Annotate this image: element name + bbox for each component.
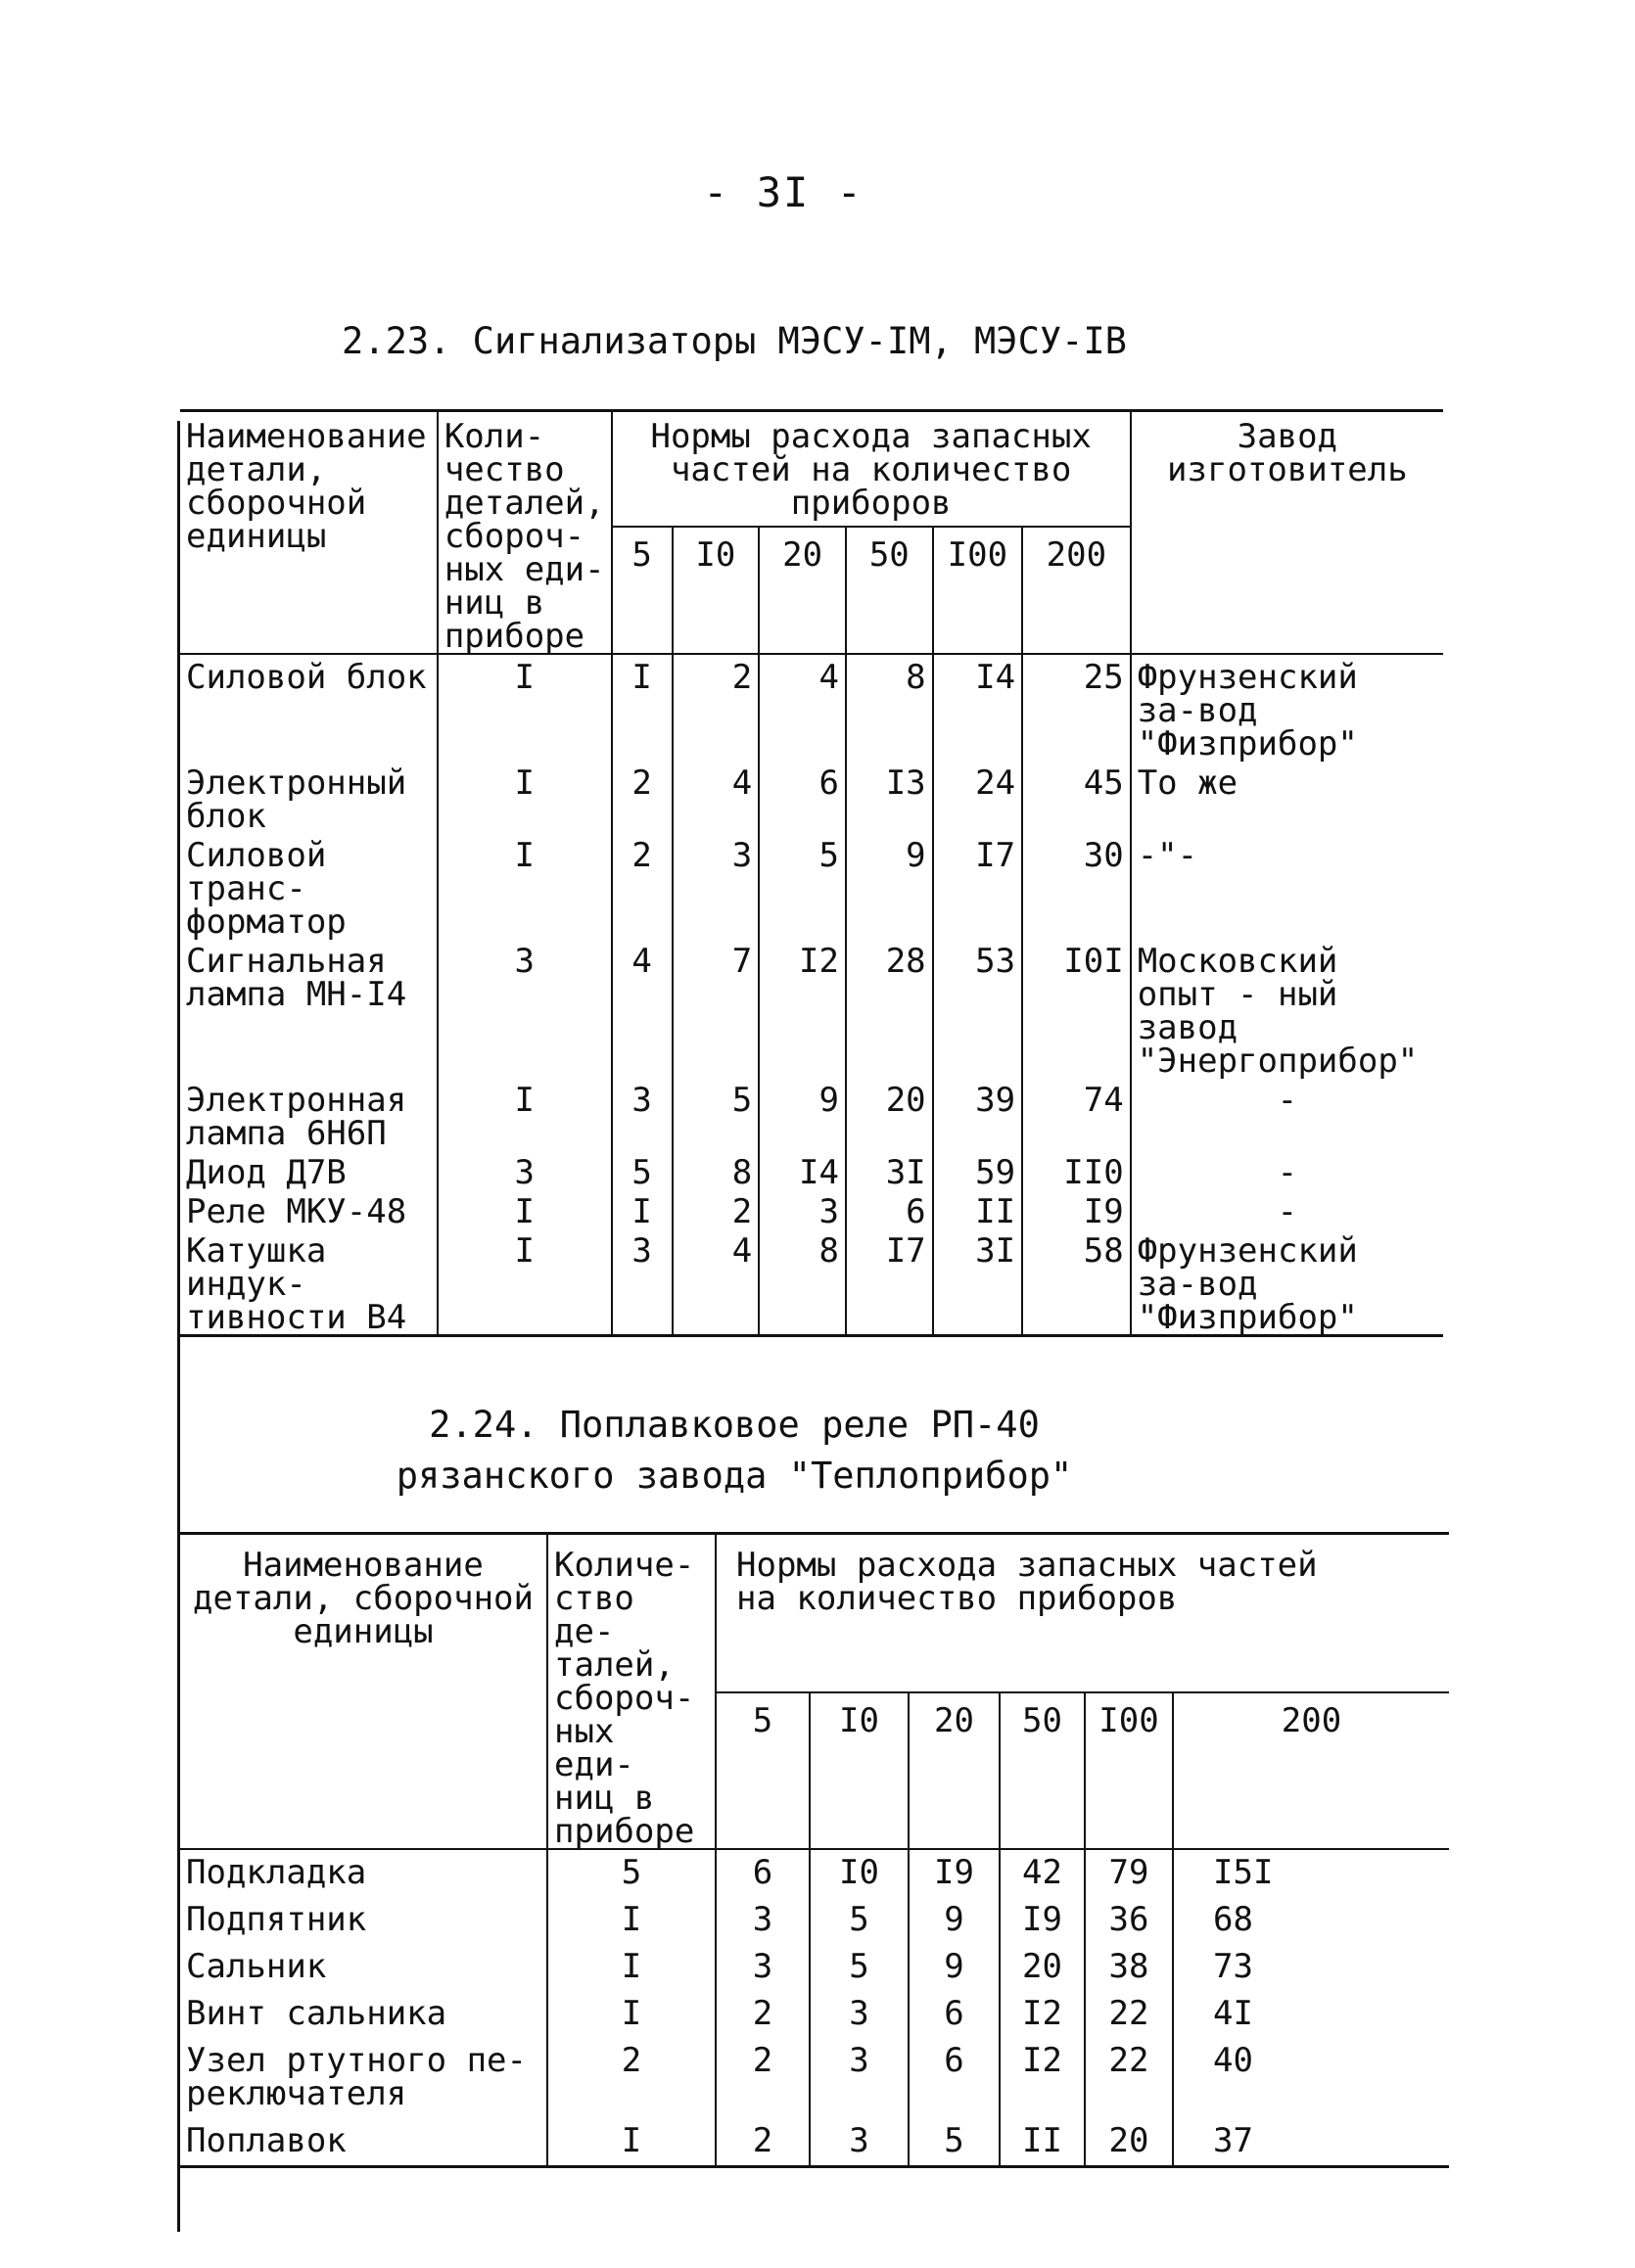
table-row — [180, 833, 1443, 939]
norm-value: 4 — [612, 939, 673, 1078]
norm-value: I9 — [1000, 1897, 1085, 1944]
norm-value: 68 — [1173, 1897, 1449, 1944]
part-qty: I — [547, 1991, 716, 2038]
t1-header-name: Наименование детали, сборочной единицы — [180, 411, 438, 655]
norm-value: 22 — [1085, 2038, 1173, 2118]
norm-value: II — [1000, 2118, 1085, 2167]
part-qty: 3 — [438, 1150, 612, 1189]
norm-value: 6 — [846, 1189, 933, 1228]
table-row — [180, 1150, 1443, 1189]
t2-header-name: Наименование детали, сборочной единицы — [180, 1534, 547, 1850]
norm-value: I5I — [1173, 1849, 1449, 1897]
norm-value: 3 — [759, 1189, 846, 1228]
norm-value: 6 — [909, 1991, 1000, 2038]
norm-value: 5 — [673, 1078, 760, 1150]
norm-value: 2 — [673, 654, 760, 761]
part-qty: I — [547, 1897, 716, 1944]
norm-value: 58 — [1022, 1228, 1131, 1336]
t1-header-qty: Коли- чество деталей, сбороч- ных еди- ниц в приборе — [438, 411, 612, 655]
part-qty: I — [438, 761, 612, 833]
norm-value: 9 — [846, 833, 933, 939]
table-row — [180, 939, 1443, 1078]
t1-count-header: 200 — [1022, 527, 1131, 654]
table2-title-line2: рязанского завода "Теплоприбор" — [396, 1455, 1073, 1497]
norm-value: 73 — [1173, 1944, 1449, 1991]
norm-value: I9 — [909, 1849, 1000, 1897]
norm-value: 25 — [1022, 654, 1131, 761]
table-row — [180, 1944, 1449, 1991]
part-qty: I — [547, 2118, 716, 2167]
norm-value: 9 — [909, 1944, 1000, 1991]
norm-value: 5 — [612, 1150, 673, 1189]
norm-value: 79 — [1085, 1849, 1173, 1897]
part-qty: 5 — [547, 1849, 716, 1897]
t1-count-header: I0 — [673, 527, 760, 654]
t1-header-factory: Завод изготовитель — [1131, 411, 1443, 655]
part-name: Электронный блок — [186, 764, 407, 836]
t1-body — [180, 654, 1443, 1336]
part-name: Винт сальника — [186, 1994, 447, 2033]
norm-value: I3 — [846, 761, 933, 833]
table-row — [180, 2038, 1449, 2118]
part-name: Сигнальная лампа МН-I4 — [186, 942, 407, 1014]
table-row — [180, 654, 1443, 761]
norm-value: 38 — [1085, 1944, 1173, 1991]
norm-value: 9 — [759, 1078, 846, 1150]
norm-value: 3 — [612, 1078, 673, 1150]
t2-count-header: 5 — [716, 1692, 810, 1849]
norm-value: II — [933, 1189, 1022, 1228]
part-name: Сальник — [186, 1947, 327, 1986]
norm-value: 5 — [909, 2118, 1000, 2167]
t1-count-header: 20 — [759, 527, 846, 654]
table-row — [180, 1849, 1449, 1897]
norm-value: 3 — [716, 1944, 810, 1991]
t2-header-norms: Нормы расхода запасных частей на количество приборов — [716, 1534, 1449, 1693]
page-number: - 3I - — [703, 168, 864, 216]
table-signalizers — [180, 409, 1443, 1337]
table-float-relay — [180, 1532, 1449, 2168]
norm-value: I0 — [810, 1849, 909, 1897]
part-qty: I — [438, 1189, 612, 1228]
norm-value: 28 — [846, 939, 933, 1078]
norm-value: I2 — [1000, 1991, 1085, 2038]
t2-body — [180, 1849, 1449, 2167]
t1-count-header: I00 — [933, 527, 1022, 654]
part-qty: I — [438, 654, 612, 761]
t1-header-norms: Нормы расхода запасных частей на количество приборов — [612, 411, 1131, 528]
table-row — [180, 1897, 1449, 1944]
norm-value: 20 — [846, 1078, 933, 1150]
norm-value: 37 — [1173, 2118, 1449, 2167]
norm-value: 30 — [1022, 833, 1131, 939]
norm-value: 4I — [1173, 1991, 1449, 2038]
part-name: Поплавок — [180, 2118, 547, 2167]
norm-value: 6 — [759, 761, 846, 833]
part-qty: 2 — [547, 2038, 716, 2118]
part-name: Силовой транс-форматор — [186, 836, 347, 942]
factory: - — [1131, 1150, 1443, 1189]
t2-count-header: 200 — [1173, 1692, 1449, 1849]
table-row — [180, 1991, 1449, 2038]
norm-value: 20 — [1085, 2118, 1173, 2167]
part-name: Подкладка — [186, 1853, 367, 1892]
t2-header-qty: Количе- ство де- талей, сбороч- ных еди- ниц в приборе — [547, 1534, 716, 1850]
norm-value: 3I — [933, 1228, 1022, 1336]
norm-value: 3 — [810, 1991, 909, 2038]
norm-value: 5 — [759, 833, 846, 939]
norm-value: I — [612, 1189, 673, 1228]
t1-count-header: 50 — [846, 527, 933, 654]
norm-value: 2 — [716, 1991, 810, 2038]
norm-value: 39 — [933, 1078, 1022, 1150]
norm-value: 36 — [1085, 1897, 1173, 1944]
factory: - — [1131, 1189, 1443, 1228]
norm-value: 20 — [1000, 1944, 1085, 1991]
part-name: Силовой блок — [186, 658, 427, 697]
norm-value: 4 — [673, 761, 760, 833]
part-qty: I — [438, 1228, 612, 1336]
t1-count-header: 5 — [612, 527, 673, 654]
table2-title-line1: 2.24. Поплавковое реле РП-40 — [429, 1404, 1040, 1446]
part-qty: I — [438, 1078, 612, 1150]
norm-value: 5 — [810, 1897, 909, 1944]
norm-value: 3I — [846, 1150, 933, 1189]
part-qty: I — [438, 833, 612, 939]
norm-value: 2 — [612, 761, 673, 833]
norm-value: 45 — [1022, 761, 1131, 833]
part-name: Подпятник — [186, 1900, 367, 1939]
norm-value: 2 — [612, 833, 673, 939]
norm-value: 22 — [1085, 1991, 1173, 2038]
norm-value: 59 — [933, 1150, 1022, 1189]
t2-count-header: 50 — [1000, 1692, 1085, 1849]
norm-value: 3 — [810, 2038, 909, 2118]
norm-value: I4 — [759, 1150, 846, 1189]
norm-value: I2 — [759, 939, 846, 1078]
t2-count-header: 20 — [909, 1692, 1000, 1849]
part-name: Узел ртутного пе-реключателя — [186, 2041, 527, 2113]
norm-value: 9 — [909, 1897, 1000, 1944]
norm-value: 3 — [612, 1228, 673, 1336]
norm-value: 8 — [673, 1150, 760, 1189]
part-qty: 3 — [438, 939, 612, 1078]
part-name: Катушка индук-тивности В4 — [180, 1228, 438, 1336]
table1-title: 2.23. Сигнализаторы МЭСУ-IM, МЭСУ-IB — [342, 320, 1127, 362]
norm-value: I2 — [1000, 2038, 1085, 2118]
part-qty: I — [547, 1944, 716, 1991]
norm-value: 7 — [673, 939, 760, 1078]
norm-value: 2 — [716, 2038, 810, 2118]
norm-value: I0I — [1022, 939, 1131, 1078]
norm-value: 2 — [673, 1189, 760, 1228]
table-row — [180, 1228, 1443, 1336]
table-row — [180, 2118, 1449, 2167]
norm-value: 2 — [716, 2118, 810, 2167]
part-name: Реле МКУ-48 — [186, 1192, 407, 1231]
table-row — [180, 1078, 1443, 1150]
norm-value: 8 — [759, 1228, 846, 1336]
factory: Фрунзенский за-вод "Физприбор" — [1131, 654, 1443, 761]
norm-value: 4 — [759, 654, 846, 761]
part-name: Диод Д7В — [186, 1153, 347, 1192]
t2-count-header: I0 — [810, 1692, 909, 1849]
factory: Фрунзенский за-вод "Физприбор" — [1131, 1228, 1443, 1336]
part-name: Электронная лампа 6Н6П — [186, 1081, 407, 1153]
norm-value: I — [612, 654, 673, 761]
factory: То же — [1131, 761, 1443, 833]
norm-value: 5 — [810, 1944, 909, 1991]
norm-value: I4 — [933, 654, 1022, 761]
factory: -"- — [1131, 833, 1443, 939]
norm-value: 3 — [716, 1897, 810, 1944]
norm-value: 6 — [909, 2038, 1000, 2118]
norm-value: II0 — [1022, 1150, 1131, 1189]
norm-value: I9 — [1022, 1189, 1131, 1228]
norm-value: 53 — [933, 939, 1022, 1078]
norm-value: I7 — [846, 1228, 933, 1336]
norm-value: 3 — [673, 833, 760, 939]
norm-value: 42 — [1000, 1849, 1085, 1897]
norm-value: 24 — [933, 761, 1022, 833]
norm-value: I7 — [933, 833, 1022, 939]
norm-value: 74 — [1022, 1078, 1131, 1150]
norm-value: 40 — [1173, 2038, 1449, 2118]
factory: Московский опыт - ный завод "Энергоприбор" — [1131, 939, 1443, 1078]
factory: - — [1131, 1078, 1443, 1150]
norm-value: 4 — [673, 1228, 760, 1336]
t2-count-header: I00 — [1085, 1692, 1173, 1849]
table-row — [180, 1189, 1443, 1228]
norm-value: 3 — [810, 2118, 909, 2167]
norm-value: 6 — [716, 1849, 810, 1897]
norm-value: 8 — [846, 654, 933, 761]
table-row — [180, 761, 1443, 833]
